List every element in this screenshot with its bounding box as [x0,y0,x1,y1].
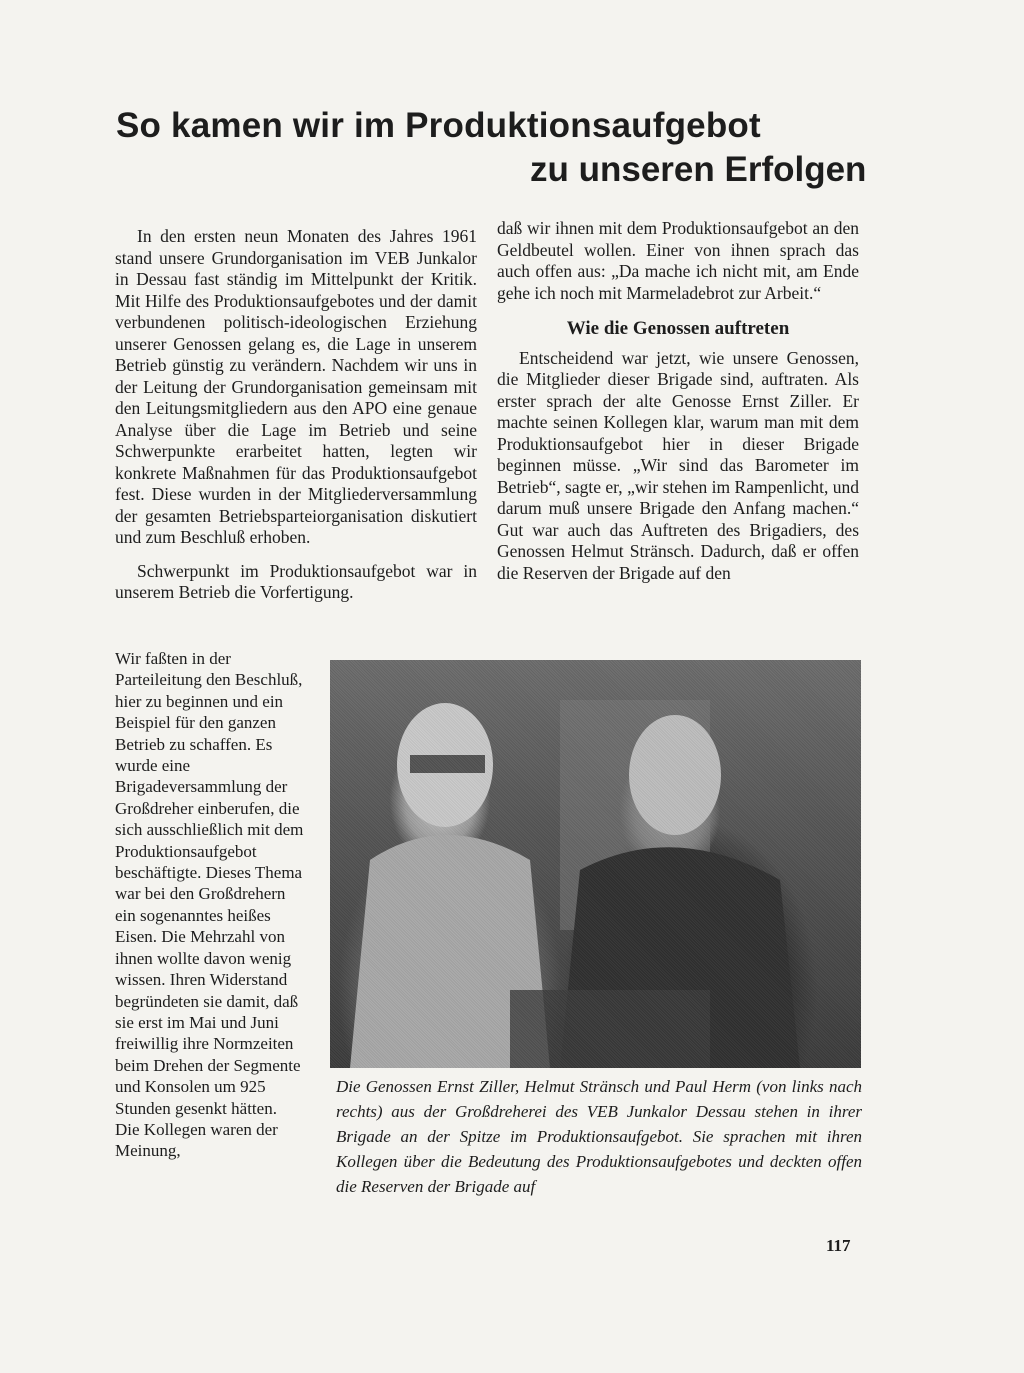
paragraph-3: daß wir ihnen mit dem Produktionsaufgebot an den Geldbeutel wollen. Einer von ihnen sprach das auch offen aus: „Da mache ich nicht mit, am Ende gehe ich noch mit Marmeladebrot zur Arbeit.“ [497,218,859,303]
paragraph-2-continued: Wir faßten in der Parteileitung den Beschluß, hier zu beginnen und ein Beispiel für den ganzen Betrieb zu schaffen. Es wurde eine Brigadeversammlung der Großdreher einberufen, die sich ausschließlich mit dem Produktionsaufgebot beschäftigte. Dieses Thema war bei den Großdrehern ein sogenanntes heißes Eisen. Die Mehrzahl von ihnen wollte davon wenig wissen. Ihren Widerstand begründeten sie damit, daß sie erst im Mai und Juni freiwillig ihre Normzeiten beim Drehen der Segmente und Konsolen um 925 Stunden gesenkt hätten. Die Kollegen waren der Meinung, [115,649,304,1161]
column-left-narrow [115,648,305,1162]
column-left [115,226,477,604]
paragraph-2: Schwerpunkt im Produktionsaufgebot war in unserem Betrieb die Vorfertigung. [115,560,477,602]
photo-figures [330,660,861,1068]
page-number: 117 [826,1236,851,1255]
column-right [497,218,859,584]
title-line-2: zu unseren Erfolgen [530,150,867,189]
person-left-body [350,835,550,1068]
person-left-head [397,703,493,827]
subheading: Wie die Genossen auftreten [566,318,790,339]
paragraph-4: Entscheidend war jetzt, wie unsere Genossen, die Mitglieder dieser Brigade sind, auftraten. Als erster sprach der alte Genosse Ernst Ziller. Er machte seinen Kollegen klar, warum man mit dem Produktionsaufgebot hier in dieser Brigade beginnen müsse. „Wir sind das Barometer im Betrieb“, sagte er, „wir stehen im Rampenlicht, und darum muß unsere Brigade den Anfang machen.“ Gut war auch das Auftreten des Brigadiers, des Genossen Helmut Stränsch. Dadurch, daß er offen die Reserven der Brigade auf den [497,347,859,583]
workpiece [510,990,710,1068]
title-line-1: So kamen wir im Produktionsaufgebot [116,106,761,145]
paragraph-1: In den ersten neun Monaten des Jahres 1961 stand unsere Grundorganisation im VEB Junkalor in Dessau fast ständig im Mittelpunkt der Kritik. Mit Hilfe des Produktionsaufgebotes und der damit verbundenen politisch-ideologischen Erziehung unserer Genossen gelang es, die Lage in unserem Betrieb günstig zu verändern. Nachdem wir uns in der Leitung der Grundorganisation gemeinsam mit den Leitungsmitgliedern aus den APO eine genaue Analyse über die Lage im Betrieb und seine Schwerpunkte erarbeitet hatten, legten wir konkrete Maßnahmen für das Produktionsaufgebot fest. Diese wurden in der Mitgliederversammlung der gesamten Betriebsparteiorganisation diskutiert und zum Beschluß erhoben. [115,226,477,547]
machine-background [560,700,710,930]
glasses [410,755,485,773]
person-right-body [560,847,800,1068]
person-right-head [629,715,721,835]
photograph [330,660,861,1068]
photo-caption: Die Genossen Ernst Ziller, Helmut Stränsch und Paul Herm (von links nach rechts) aus der Großdreherei des VEB Junkalor Dessau stehen in ihrer Brigade an der Spitze im Produktionsaufgebot. Sie sprachen mit ihren Kollegen über die Bedeutung des Produktionsaufgebotes und deckten offen die Reserven der Brigade auf [336,1077,862,1196]
